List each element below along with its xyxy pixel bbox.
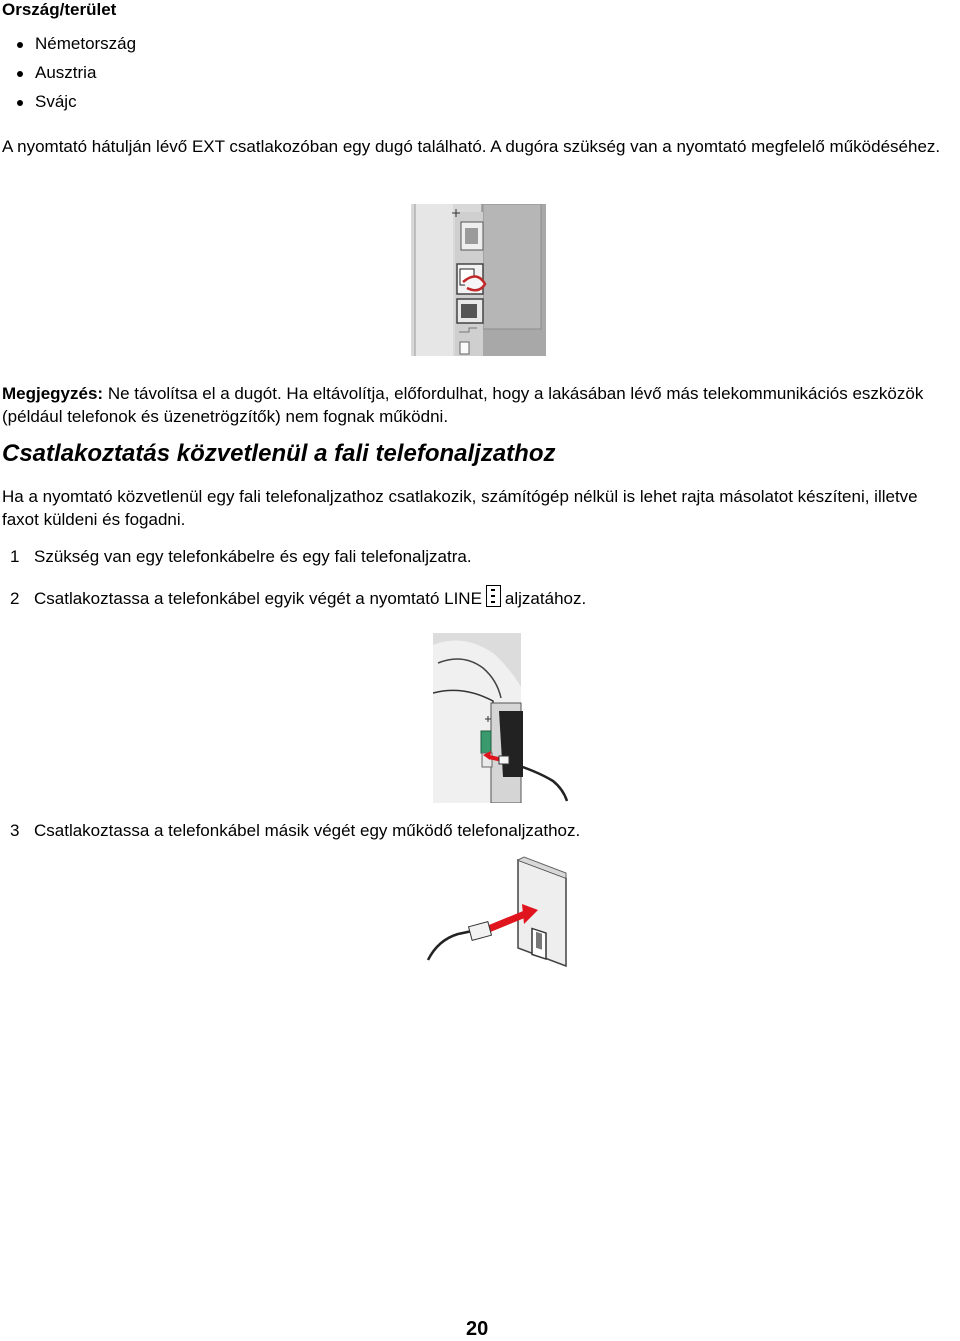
country-list xyxy=(0,32,136,119)
line-port-icon xyxy=(486,585,501,607)
step-text: Csatlakoztassa a telefonkábel másik végét egy működő telefonaljzathoz. xyxy=(34,821,581,840)
printer-ext-plug-illustration xyxy=(411,204,546,356)
note-label: Megjegyzés: xyxy=(2,384,104,403)
step-1 xyxy=(10,545,472,569)
list-item: Ausztria xyxy=(0,61,136,90)
section-title: Csatlakoztatás közvetlenül a fali telefonaljzathoz xyxy=(2,440,556,467)
step-text-after: aljzatához. xyxy=(504,589,587,608)
step-number: 1 xyxy=(10,547,20,566)
note-paragraph xyxy=(2,382,952,428)
step-2 xyxy=(10,585,586,611)
bullet-icon xyxy=(17,42,23,48)
step-text: Szükség van egy telefonkábelre és egy fali telefonaljzatra. xyxy=(34,547,472,566)
bullet-icon xyxy=(17,71,23,77)
ext-note-paragraph: A nyomtató hátulján lévő EXT csatlakozóban egy dugó található. A dugóra szükség van a nyomtató megfelelő működéséhez. xyxy=(2,137,941,156)
step-number: 3 xyxy=(10,821,20,840)
note-text: Ne távolítsa el a dugót. Ha eltávolítja, előfordulhat, hogy a lakásában lévő más telekommunikációs eszközök (például telefonok és üzenetrögzítők) nem fognak működni. xyxy=(2,384,924,426)
step-number: 2 xyxy=(10,589,20,608)
list-item: Németország xyxy=(0,32,136,61)
step-3 xyxy=(10,819,580,843)
step-text-before: Csatlakoztassa a telefonkábel egyik végét a nyomtató LINE xyxy=(34,589,482,608)
wall-jack-illustration xyxy=(426,856,568,968)
intro-paragraph: Ha a nyomtató közvetlenül egy fali telefonaljzathoz csatlakozik, számítógép nélkül is lehet rajta másolatot készíteni, illetve faxot küldeni és fogadni. xyxy=(2,487,918,529)
bullet-icon xyxy=(17,100,23,106)
printer-line-port-illustration xyxy=(433,633,569,803)
list-item: Svájc xyxy=(0,90,136,119)
section-heading: Ország/terület xyxy=(2,0,117,19)
page-number: 20 xyxy=(466,1318,489,1340)
